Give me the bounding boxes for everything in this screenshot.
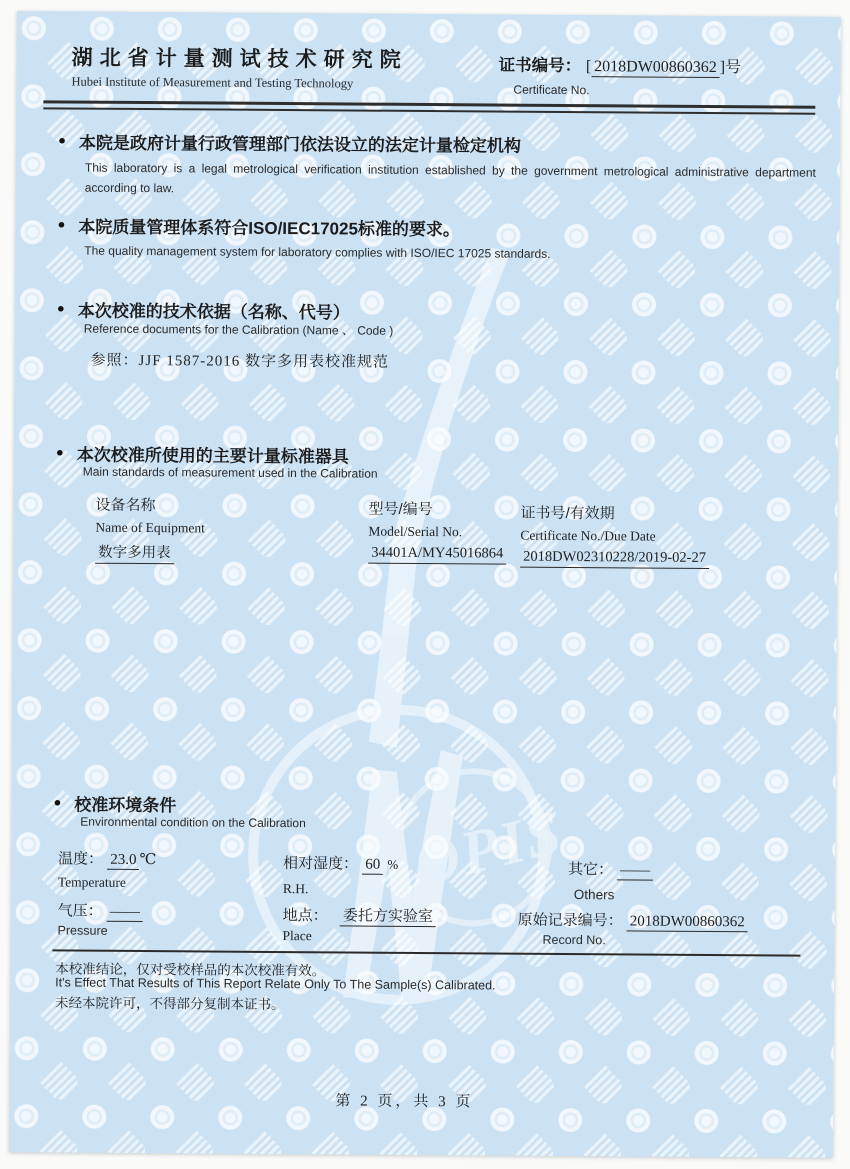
institute-title-en: Hubei Institute of Measurement and Testing Technology: [71, 74, 354, 91]
section-environment: [53, 790, 176, 816]
equipment-col-header-en: Model/Serial No.: [368, 523, 463, 540]
bullet-icon: ●: [55, 444, 64, 460]
statement-quality-system: [57, 212, 460, 240]
env-temperature-label: 温度：: [58, 850, 104, 868]
certificate-number-line: [499, 52, 742, 78]
env-pressure: [58, 899, 143, 921]
env-place-label: 地点：: [282, 907, 328, 925]
section-environment-en: Environmental condition on the Calibration: [80, 814, 306, 831]
section-main-standards-en: Main standards of measurement used in the Calibration: [82, 464, 378, 481]
env-others: [568, 858, 653, 880]
env-place: [283, 904, 436, 926]
section-main-standards-cn: 本次校准所使用的主要计量标准器具: [76, 445, 349, 467]
env-temperature: [58, 847, 156, 869]
validity-statement-cn2: 未经本院许可，不得部分复制本证书。: [55, 995, 285, 1013]
reference-standard-value: 参照：JJF 1587-2016 数字多用表校准规范: [90, 352, 390, 371]
equipment-name-value: 数字多用表: [95, 541, 174, 565]
certificate-number-label-cn: 证书编号：: [498, 56, 582, 76]
env-temperature-en: Temperature: [57, 874, 126, 890]
validity-statement-en: It's Effect That Results of This Report Relate Only To The Sample(s) Calibrated.: [55, 975, 496, 993]
equipment-col-header-cn: 证书号/有效期: [520, 504, 615, 523]
env-temperature-unit: ℃: [139, 852, 157, 869]
env-others-label: 其它：: [567, 861, 614, 879]
equipment-model-serial-value: 34401A/MY45016864: [368, 545, 506, 565]
bullet-icon: ●: [58, 132, 67, 148]
env-pressure-en: Pressure: [57, 923, 108, 938]
env-pressure-value: ——: [107, 904, 143, 922]
equipment-col-header-en: Name of Equipment: [95, 519, 205, 536]
bullet-icon: ●: [56, 300, 65, 316]
statement-quality-system-cn: 本院质量管理体系符合ISO/IEC17025标准的要求。: [78, 217, 461, 240]
watermark-opis-text: OPIS: [408, 798, 570, 900]
statement-legal-institution-cn: 本院是政府计量行政管理部门依法设立的法定计量检定机构: [78, 133, 521, 156]
statement-legal-institution: [58, 128, 521, 156]
statement-legal-institution-en2: according to law.: [84, 180, 175, 196]
section-reference-documents-en: Reference documents for the Calibration (Name 、 Code ): [83, 321, 394, 338]
bullet-icon: ●: [57, 216, 66, 232]
institute-title-cn: 湖北省计量测试技术研究院: [71, 46, 408, 72]
equipment-col-header-cn: 设备名称: [95, 496, 156, 515]
equipment-certificate-due-value: 2018DW02310228/2019-02-27: [520, 549, 709, 569]
statement-quality-system-en: The quality management system for laboratory complies with ISO/IEC 17025 standards.: [84, 243, 551, 261]
certificate-number-value: 2018DW00860362: [591, 58, 720, 78]
section-reference-documents-cn: 本次校准的技术依据（名称、代号）: [77, 301, 350, 323]
page-number-footer: 第 2 页，共 3 页: [335, 1093, 474, 1111]
env-humidity-unit: %: [387, 856, 399, 872]
env-humidity: [283, 852, 398, 874]
certificate-number-label-en: Certificate No.: [513, 82, 590, 98]
section-environment-cn: 校准环境条件: [74, 795, 177, 816]
validity-statement-cn1: 本校准结论，仅对受校样品的本次校准有效。: [55, 961, 326, 979]
certificate-number-bracket-open: [: [585, 58, 592, 76]
equipment-column-model: [368, 498, 507, 565]
env-others-en: Others: [573, 887, 615, 903]
equipment-col-header-en: Certificate No./Due Date: [520, 527, 656, 544]
env-humidity-value: 60: [362, 857, 383, 875]
env-temperature-value: 23.0: [107, 852, 139, 870]
equipment-col-header-cn: 型号/编号: [368, 500, 433, 519]
env-humidity-label: 相对湿度：: [282, 855, 359, 873]
certificate-number-bracket-close: ]号: [719, 59, 742, 77]
statement-legal-institution-en1: This laboratory is a legal metrological verification institution established by the government metrological administrative department: [84, 160, 816, 180]
env-humidity-en: R.H.: [282, 881, 309, 897]
env-record-value: 2018DW00860362: [627, 913, 748, 932]
env-record-label: 原始记录编号：: [517, 911, 623, 930]
env-others-value: ——: [617, 862, 653, 880]
equipment-column-certificate: [520, 502, 709, 569]
equipment-column-name: [95, 494, 205, 565]
env-place-value: 委托方实验室: [340, 908, 436, 927]
section-main-standards: [56, 440, 349, 467]
env-pressure-label: 气压：: [57, 902, 103, 920]
env-record-number: [518, 909, 748, 932]
env-place-en: Place: [282, 928, 312, 944]
env-record-en: Record No.: [542, 932, 606, 948]
certificate-paper: [9, 11, 841, 1158]
bullet-icon: ●: [53, 794, 62, 810]
